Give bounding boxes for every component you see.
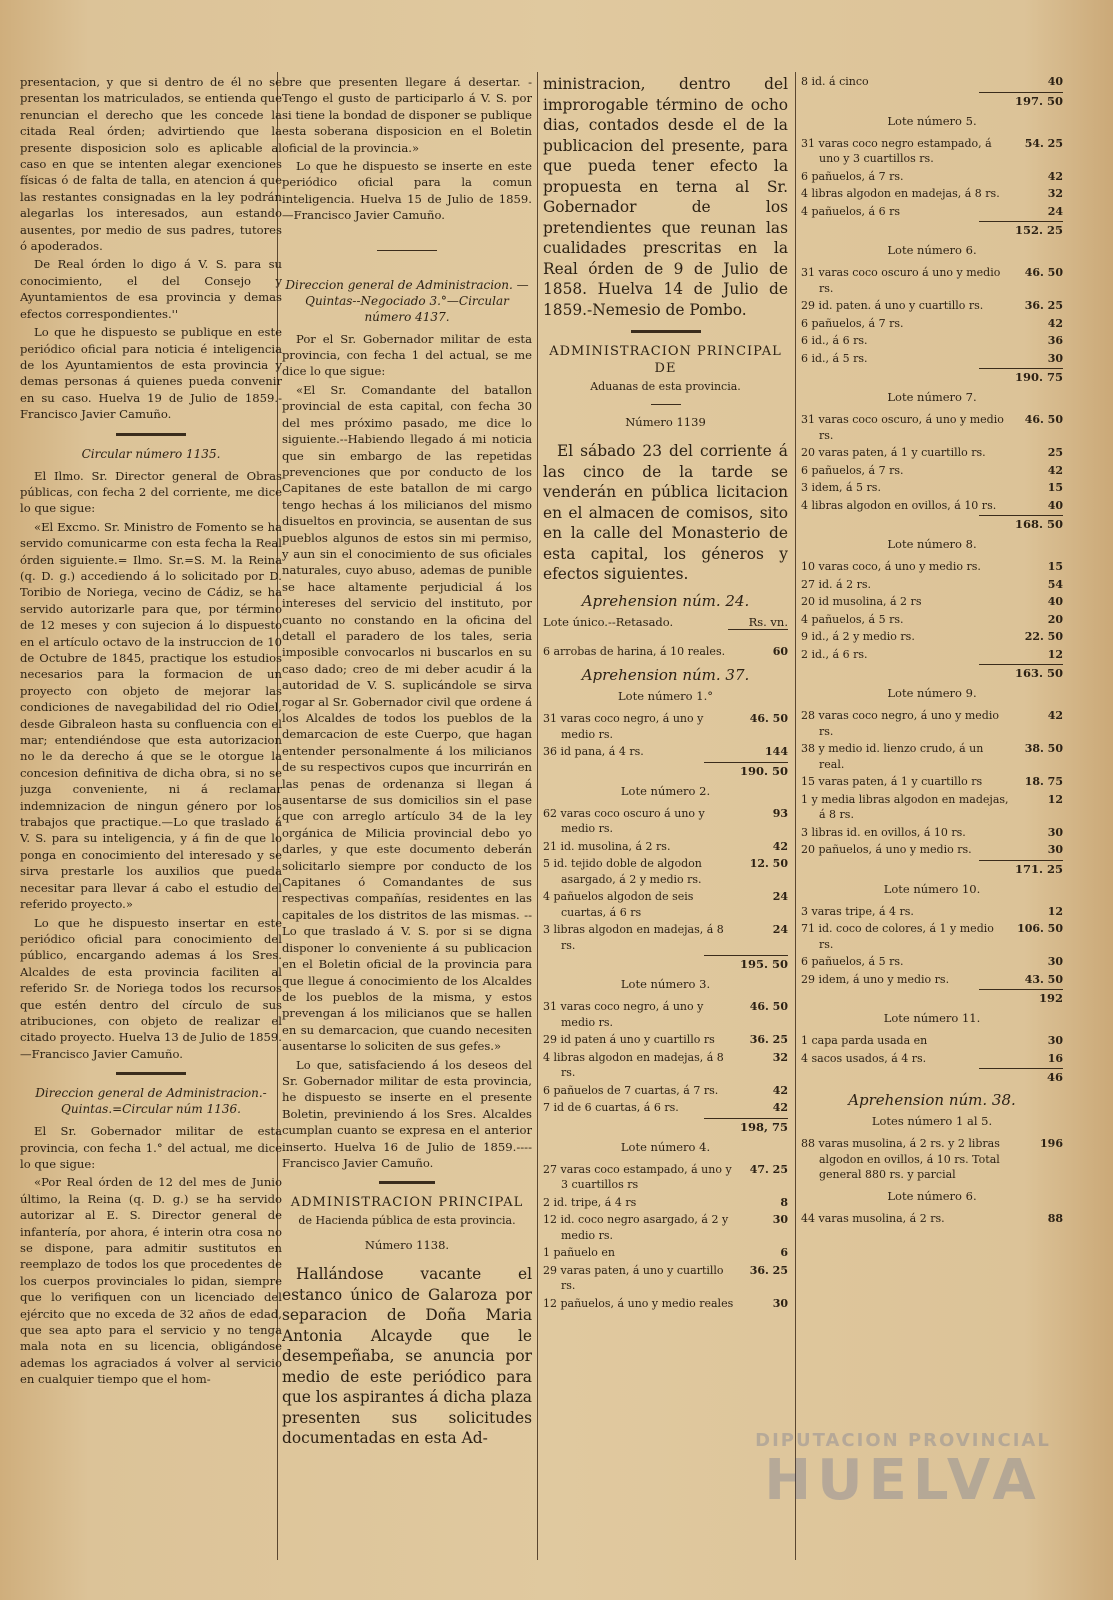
item-description: 3 idem, á 5 rs. <box>801 481 881 494</box>
item-description: 4 sacos usados, á 4 rs. <box>801 1051 927 1065</box>
item-amount: 32 <box>772 1050 788 1064</box>
lot-item <box>801 316 1063 332</box>
lot-title: Lote número 3. <box>620 977 711 991</box>
item-description: 71 id. coco de colores, á 1 y medio rs. <box>801 922 994 951</box>
item-amount: 30 <box>1047 825 1063 839</box>
lot-item <box>801 1051 1063 1067</box>
apprehension-heading: Aprehension núm. 24. <box>581 591 750 610</box>
item-description: 21 id. musolina, á 2 rs. <box>543 839 671 853</box>
lot-item <box>801 972 1063 988</box>
table-header-label: Lote único.--Retasado. <box>543 614 674 629</box>
item-amount: 20 <box>1047 612 1063 626</box>
item-amount: 54 <box>1047 577 1063 591</box>
item-amount: 93 <box>772 806 788 820</box>
item-description: 44 varas musolina, á 2 rs. <box>801 1211 945 1225</box>
lot-item <box>801 792 1063 823</box>
item-amount: 42 <box>772 1083 788 1097</box>
item-amount: 40 <box>1047 595 1063 608</box>
lot-item <box>801 741 1063 772</box>
lot-title: Lote número 7. <box>887 390 977 404</box>
lot-item <box>543 1245 788 1261</box>
item-amount: 47. 25 <box>749 1162 788 1176</box>
lot-item <box>543 644 788 660</box>
item-amount: 196 <box>1040 1137 1063 1150</box>
apprehension-heading: Aprehension núm. 38. <box>848 1091 1016 1109</box>
paragraph: Lo que he dispuesto se publique en este periódico oficial para noticia é inteligencia de los Ayuntamientos de esta provincia y demas personas á quienes pueda convenir en su caso. Huelva 19 de Julio de 1859.-Francisco Javier Camuño. <box>20 325 282 422</box>
item-description: 38 y medio id. lienzo crudo, á un real. <box>801 742 984 771</box>
lot-item <box>801 577 1063 593</box>
item-amount: 36. 25 <box>1024 299 1063 312</box>
item-amount: 42 <box>1047 709 1063 722</box>
lot-item <box>543 1083 788 1099</box>
item-amount: 24 <box>1047 204 1063 218</box>
lot-total: 190. 75 <box>979 368 1063 384</box>
item-description: 3 varas tripe, á 4 rs. <box>801 904 914 918</box>
item-amount: 22. 50 <box>1024 630 1063 643</box>
item-description: 31 varas coco oscuro á uno y medio rs. <box>801 266 1001 295</box>
item-description: 29 id. paten. á uno y cuartillo rs. <box>801 299 984 312</box>
lot-title: Lote número 4. <box>620 1139 711 1154</box>
lot-item <box>801 480 1063 496</box>
lot-title: Lote número 6. <box>887 1188 977 1203</box>
column-rule <box>537 72 538 1560</box>
lot-item <box>543 1263 788 1294</box>
item-amount: 88 <box>1047 1211 1063 1225</box>
item-amount: 60 <box>772 644 788 658</box>
section-heading: Circular número 1135. <box>81 446 221 461</box>
notice-body <box>543 74 788 320</box>
column-3 <box>543 74 788 1570</box>
item-description: 4 libras algodon en madejas, á 8 rs. <box>543 1050 724 1079</box>
item-amount: 25 <box>1047 446 1063 459</box>
stamp-text: HUELVA <box>764 1448 1042 1513</box>
lot-item <box>801 708 1063 739</box>
paragraph: ministracion, dentro del improrogable término de ocho dias, contados desde el de la publicacion del presente, para que pueda tener efecto la propuesta en terna al Sr. Gobernador de los pretendientes que reunan las cualidades prescritas en la Real órden de 9 de Julio de 1858. Huelva 14 de Julio de 1859.-Nemesio de Pombo. <box>543 75 788 319</box>
item-description: 2 id., á 6 rs. <box>801 647 868 661</box>
lot-item <box>801 1033 1063 1049</box>
item-description: 1 y media libras algodon en madejas, á 8 rs. <box>801 792 1009 821</box>
item-description: 7 id de 6 cuartas, á 6 rs. <box>543 1101 679 1114</box>
item-amount: 40 <box>1047 498 1063 512</box>
item-amount: 38. 50 <box>1024 742 1063 755</box>
item-amount: 106. 50 <box>1017 922 1063 935</box>
lot-total: 198, 75 <box>704 1118 788 1134</box>
lots-list <box>801 114 1063 1085</box>
lot-item <box>801 298 1063 314</box>
lot-item <box>801 612 1063 628</box>
section-heading: ADMINISTRACION PRINCIPAL DE <box>549 344 782 376</box>
item-description: 6 id., á 6 rs. <box>801 334 868 347</box>
lot-item <box>801 412 1063 443</box>
item-description: 20 id musolina, á 2 rs <box>801 595 922 608</box>
item-amount: 42 <box>772 839 788 853</box>
paragraph: De Real órden lo digo á V. S. para su conocimiento, el del Consejo y Ayuntamientos de esa provincia y demas efectos correspondientes.'' <box>20 257 282 321</box>
lots-list <box>543 689 788 1311</box>
lot-item <box>801 825 1063 841</box>
item-amount: 6 <box>780 1246 788 1259</box>
section-heading: Direccion general de Administracion. —Quintas--Negociado 3.°—Circular número 4137. <box>285 277 529 324</box>
paragraph: El Sr. Gobernador militar de esta provincia, con fecha 1.° del actual, me dice lo que sigue: <box>20 1124 282 1171</box>
item-description: 29 idem, á uno y medio rs. <box>801 972 950 986</box>
lot-total: 190. 50 <box>704 762 788 778</box>
lot-item <box>801 647 1063 663</box>
item-amount: 32 <box>1047 187 1063 200</box>
paragraph: presentacion, y que si dentro de él no se presentan los matriculados, se entienda que renuncian el derecho que les concede la citada Real órden; advirtiendo que la presente disposicion solo es aplicable al caso en que se intenten alegar exenciones físicas ó de falta de talla, en atencion á que las restantes consignadas en la ley podrán alegarlas los interesados, aun estando ausentes, por medio de sus padres, tutores ó apoderados. <box>20 75 282 254</box>
item-description: 6 pañuelos, á 7 rs. <box>801 463 904 477</box>
item-amount: 46. 50 <box>749 1000 788 1013</box>
notice-number: Número 1138. <box>364 1238 450 1253</box>
item-amount: 46. 50 <box>1024 266 1063 279</box>
item-description: 20 pañuelos, á uno y medio rs. <box>801 843 972 856</box>
item-description: 28 varas coco negro, á uno y medio rs. <box>801 709 999 738</box>
lot-item <box>543 839 788 855</box>
item-description: 1 capa parda usada en <box>801 1034 928 1047</box>
item-amount: 30 <box>1047 1034 1063 1047</box>
section-heading: Direccion general de Administracion.-Quintas.=Circular núm 1136. <box>35 1086 267 1117</box>
item-amount: 42 <box>1047 463 1063 477</box>
stamp-text: DIPUTACION PROVINCIAL <box>755 1430 1051 1451</box>
item-amount: 46. 50 <box>1024 413 1063 426</box>
lot-item <box>543 744 788 760</box>
item-description: 6 pañuelos, á 7 rs. <box>801 316 904 330</box>
item-amount: 36 <box>1047 334 1063 347</box>
item-description: 31 varas coco negro, á uno y medio rs. <box>543 712 704 741</box>
lot-title: Lote número 9. <box>887 686 977 700</box>
item-amount: 40 <box>1047 75 1063 88</box>
library-watermark-stamp <box>733 1430 1073 1580</box>
item-description: 5 id. tejido doble de algodon asargado, á 2 y medio rs. <box>543 857 702 886</box>
lot-title: Lote número 11. <box>883 1011 981 1025</box>
separator <box>116 433 186 436</box>
item-amount: 24 <box>772 890 788 903</box>
lot-item <box>543 856 788 887</box>
column-1 <box>20 74 282 1570</box>
lot-item <box>543 889 788 920</box>
item-description: 6 pañuelos de 7 cuartas, á 7 rs. <box>543 1083 719 1097</box>
item-amount: 30 <box>772 1296 788 1310</box>
lot-item <box>543 806 788 837</box>
lot-item <box>543 999 788 1030</box>
item-description: 31 varas coco oscuro, á uno y medio rs. <box>801 413 1004 442</box>
lot-total: 168. 50 <box>979 515 1063 531</box>
lot-title: Lotes número 1 al 5. <box>871 1114 993 1128</box>
item-description: 6 pañuelos, á 5 rs. <box>801 955 904 968</box>
paragraph: Lo que he dispuesto insertar en este periódico oficial para conocimiento del público, encargando ademas á los Sres. Alcaldes de esta provincia faciliten al referido Sr. de Noriega todos los recursos que estén dentro del círculo de sus atribuciones, con objeto de realizar el citado proyecto. Huelva 13 de Julio de 1859.—Francisco Javier Camuño. <box>20 915 282 1061</box>
item-amount: 16 <box>1047 1051 1063 1065</box>
lot-item <box>801 629 1063 645</box>
item-amount: 30 <box>772 1213 788 1226</box>
item-description: 12 pañuelos, á uno y medio reales <box>543 1296 734 1310</box>
item-description: 29 varas paten, á uno y cuartillo rs. <box>543 1263 724 1292</box>
lot-item <box>801 921 1063 952</box>
item-description: 4 libras algodon en madejas, á 8 rs. <box>801 187 1000 200</box>
item-description: 36 id pana, á 4 rs. <box>543 745 644 758</box>
lot-item <box>543 1212 788 1243</box>
lot-title: Lote número 6. <box>887 243 977 257</box>
item-amount: 36. 25 <box>749 1033 788 1046</box>
item-description: 31 varas coco negro, á uno y medio rs. <box>543 1000 704 1029</box>
lot-item <box>801 74 1063 90</box>
separator <box>651 404 681 405</box>
lot-item <box>801 265 1063 296</box>
item-amount: 12 <box>1047 904 1063 918</box>
item-description: 6 id., á 5 rs. <box>801 351 868 365</box>
apprehension-heading: Aprehension núm. 37. <box>581 666 750 684</box>
separator <box>377 250 437 251</box>
lot-item <box>543 1296 788 1312</box>
lot-item <box>801 559 1063 575</box>
separator <box>631 330 701 333</box>
lot-item <box>801 351 1063 367</box>
item-description: 3 libras algodon en madejas, á 8 rs. <box>543 923 724 952</box>
column-rule <box>795 72 796 1560</box>
lot-title: Lote número 5. <box>887 113 977 128</box>
lot-item <box>801 136 1063 167</box>
section-subheading: de Hacienda pública de esta provincia. <box>298 1214 516 1228</box>
notice-body <box>282 1264 532 1449</box>
lot-item <box>801 774 1063 790</box>
item-description: 12 id. coco negro asargado, á 2 y medio rs. <box>543 1213 729 1242</box>
item-description: 4 pañuelos, á 6 rs <box>801 204 901 218</box>
item-amount: 15 <box>1047 560 1063 573</box>
item-amount: 54. 25 <box>1024 136 1063 150</box>
item-amount: 30 <box>1047 351 1063 365</box>
item-description: 3 libras id. en ovillos, á 10 rs. <box>801 825 966 839</box>
paragraph: Lo que, satisfaciendo á los deseos del Sr. Gobernador militar de esta provincia, he dispuesto se inserte en el presente Boletin, previniendo á los Sres. Alcaldes cumplan cuanto se expresa en el anterior inserto. Huelva 16 de Julio de 1859.----Francisco Javier Camuño. <box>282 1057 532 1170</box>
item-description: 20 varas paten, á 1 y cuartillo rs. <box>801 446 986 459</box>
lot-total: 152. 25 <box>979 221 1063 237</box>
item-description: 2 id. tripe, á 4 rs <box>543 1195 637 1209</box>
lot-item <box>801 594 1063 610</box>
lot-item <box>543 922 788 953</box>
item-description: 27 varas coco estampado, á uno y 3 cuartillos rs <box>543 1162 732 1191</box>
lot-item <box>543 1162 788 1193</box>
lot-title: Lote número 10. <box>883 881 981 896</box>
paragraph: «Por Real órden de 12 del mes de Junio último, la Reina (q. D. g.) se ha servido autorizar al E. S. Director general de infantería, por ahora, é interin otra cosa no se dispone, para admitir sustitutos en reemplazo de todos los que procedentes de los cuerpos provinciales lo pidan, siempre que lo verifiquen con un licenciado del ejército que no exceda de 32 años de edad, que sea apto para el servicio y no tenga mala nota en su licencia, obligándose ademas los agraciados á volver al servicio en cualquier tiempo que el hom- <box>20 1175 282 1387</box>
lot-title: Lote número 8. <box>887 537 977 551</box>
lot-total: 163. 50 <box>979 664 1063 680</box>
paragraph: Por el Sr. Gobernador militar de esta provincia, con fecha 1 del actual, se me dice lo que sigue: <box>282 331 532 379</box>
column-4 <box>801 74 1063 1570</box>
item-amount: 42 <box>1047 169 1063 183</box>
lot-item <box>543 1032 788 1048</box>
lot-item <box>543 1050 788 1081</box>
item-description: 29 id paten á uno y cuartillo rs <box>543 1033 715 1046</box>
lot-total: 192 <box>979 989 1063 1005</box>
paragraph: «El Sr. Comandante del batallon provincial de esta capital, con fecha 30 del mes próximo pasado, me dice lo siguiente.--Habiendo llegado á mi noticia que sin embargo de las repetidas prevenciones que por conducto de los Capitanes de este batallon de mi cargo tengo hechas á los milicianos del mismo disueltos en provincia, se ausentan de sus pueblos algunos de estos sin mi permiso, y aun sin el conocimiento de sus oficiales naturales, cuyo abuso, ademas de punible se hace altamente perjudicial á los intereses del servicio del instituto, por cuanto no constando en la oficina del detall el paradero de los tales, seria imposible convocarlos ni buscarlos en su caso dado; creo de mi deber acudir á la autoridad de V. S. suplicándole se sirva rogar al Sr. Gobernador civil que ordene á los Alcaldes de todos los pueblos de la demarcacion de este Cuerpo, que hagan entender personalmente á los milicianos de su respectivos cupos que incurrirán en las penas de ordenanza si llegan á ausentarse de sus domicilios sin el pase que con arreglo artículo 34 de la ley orgánica de Milicia provincial debo yo darles, y que este documento deberán solicitarlo siempre por conducto de los Capitanes ó Comandantes de sus respectivas compañías, residentes en las capitales de los distritos de las mismas. --Lo que traslado á V. S. por si se digna disponer lo conveniente á su publicacion en el Boletin oficial de la provincia para que llegue á conocimiento de los Alcaldes de los pueblos de la misma, y estos prevengan á los milicianos que se hallen en su demarcacion, que cuando necesiten ausentarse lo soliciten de sus gefes.» <box>282 382 532 1054</box>
item-description: 15 varas paten, á 1 y cuartillo rs <box>801 775 983 788</box>
separator <box>379 1181 435 1184</box>
paragraph: El Ilmo. Sr. Director general de Obras públicas, con fecha 2 del corriente, me dice lo que sigue: <box>20 468 282 516</box>
lot-item <box>801 445 1063 461</box>
lot-total: 197. 50 <box>979 92 1063 108</box>
paragraph: «El Excmo. Sr. Ministro de Fomento se ha servido comunicarme con esta fecha la Real órden siguiente.= Ilmo. Sr.=S. M. la Reina (q. D. g.) accediendo á lo solicitado por D. Toribio de Noriega, vecino de Cádiz, se ha servido autorizarle para que, por término de 12 meses y con sujecion á lo dispuesto en el artículo octavo de la instruccion de 10 de Octubre de 1845, practique los estudios necesarios para la formacion de un proyecto con objeto de mejorar las condiciones de navegabilidad del rio Odiel, desde Gibraleon hasta su confluencia con el mar; entendiéndose que esta autorizacion no le da derecho á que se le otorgue la concesion definitiva de dicha obra, si no se juzga conveniente, ni á reclamar indemnizacion de ningun género por los trabajos que practique.—Lo que traslado á V. S. para su inteligencia, y á fin de que lo ponga en conocimiento del interesado y se sirva prestarle los auxilios que pueda necesitar para llevar á cabo el estudio del referido proyecto.» <box>20 519 282 912</box>
paragraph: Lo que he dispuesto se inserte en este periódico oficial para la comun inteligencia. Huelva 15 de Julio de 1859.—Francisco Javier Camuño. <box>282 159 532 223</box>
lot-item <box>801 498 1063 514</box>
lot-total: 171. 25 <box>979 860 1063 876</box>
lot-item <box>801 842 1063 858</box>
item-amount: 42 <box>1047 316 1063 330</box>
lot-item <box>801 186 1063 202</box>
lot-item <box>543 711 788 742</box>
item-description: 88 varas musolina, á 2 rs. y 2 libras algodon en ovillos, á 10 rs. Total general 880 rs. y parcial <box>801 1137 1000 1181</box>
item-description: 8 id. á cinco <box>801 75 869 88</box>
lot-item <box>801 169 1063 185</box>
item-description: 62 varas coco oscuro á uno y medio rs. <box>543 806 705 835</box>
item-description: 4 libras algodon en ovillos, á 10 rs. <box>801 498 997 512</box>
item-amount: 46. 50 <box>749 712 788 725</box>
lot-total: 195. 50 <box>704 955 788 971</box>
lot-item <box>801 954 1063 970</box>
section-heading: ADMINISTRACION PRINCIPAL <box>290 1195 524 1211</box>
column-2 <box>282 74 532 1570</box>
item-amount: 30 <box>1047 955 1063 968</box>
notice-body <box>543 441 788 585</box>
item-description: 9 id., á 2 y medio rs. <box>801 630 915 643</box>
lot-item <box>801 1136 1063 1183</box>
item-amount: 43. 50 <box>1024 972 1063 986</box>
item-amount: 42 <box>772 1101 788 1114</box>
lot-item <box>801 904 1063 920</box>
item-description: 31 varas coco negro estampado, á uno y 3 cuartillos rs. <box>801 136 992 165</box>
lot-item <box>801 1211 1063 1227</box>
paragraph: El sábado 23 del corriente á las cinco de la tarde se venderán en pública licitacion en el almacen de comisos, sito en la calle del Monasterio de esta capital, los géneros y efectos siguientes. <box>543 442 788 583</box>
item-amount: 8 <box>780 1195 788 1209</box>
paragraph: Hallándose vacante el estanco único de Galaroza por separacion de Doña Maria Antonia Alcayde que le desempeñaba, se anuncia por medio de este periódico para que los aspirantes á dicha plaza presenten sus solicitudes documentadas en esta Ad- <box>282 1265 532 1448</box>
item-amount: 12 <box>1047 792 1063 806</box>
item-amount: 144 <box>765 745 788 758</box>
lot-item <box>801 463 1063 479</box>
item-amount: 24 <box>772 923 788 936</box>
item-amount: 12 <box>1047 647 1063 661</box>
item-amount: 36. 25 <box>749 1263 788 1277</box>
item-description: 6 arrobas de harina, á 10 reales. <box>543 644 726 658</box>
paragraph: bre que presenten llegare á desertar. -Tengo el gusto de participarlo á V. S. por si tiene la bondad de disponer se publique esta soberana disposicion en el Boletin oficial de la provincia.» <box>282 75 532 155</box>
table-header <box>543 615 788 630</box>
section-subheading: Aduanas de esta provincia. <box>590 380 741 393</box>
item-description: 4 pañuelos algodon de seis cuartas, á 6 rs <box>543 890 694 919</box>
lot-item <box>543 1195 788 1211</box>
notice-number: Número 1139 <box>625 415 706 429</box>
item-description: 6 pañuelos, á 7 rs. <box>801 169 904 183</box>
table-header-unit: Rs. vn. <box>728 615 788 630</box>
lot-item <box>543 1100 788 1116</box>
lot-title: Lote número 2. <box>620 783 711 798</box>
item-amount: 12. 50 <box>749 857 788 870</box>
lot-item <box>801 204 1063 220</box>
item-amount: 15 <box>1047 481 1063 494</box>
item-description: 10 varas coco, á uno y medio rs. <box>801 560 981 573</box>
lot-title: Lote número 1.° <box>618 689 713 703</box>
item-description: 4 pañuelos, á 5 rs. <box>801 612 904 626</box>
item-amount: 30 <box>1047 843 1063 856</box>
item-amount: 18. 75 <box>1024 775 1063 788</box>
item-description: 1 pañuelo en <box>543 1246 616 1259</box>
separator <box>116 1072 186 1075</box>
lot-total: 46 <box>979 1068 1063 1084</box>
lot-item <box>801 333 1063 349</box>
item-description: 27 id. á 2 rs. <box>801 577 871 591</box>
